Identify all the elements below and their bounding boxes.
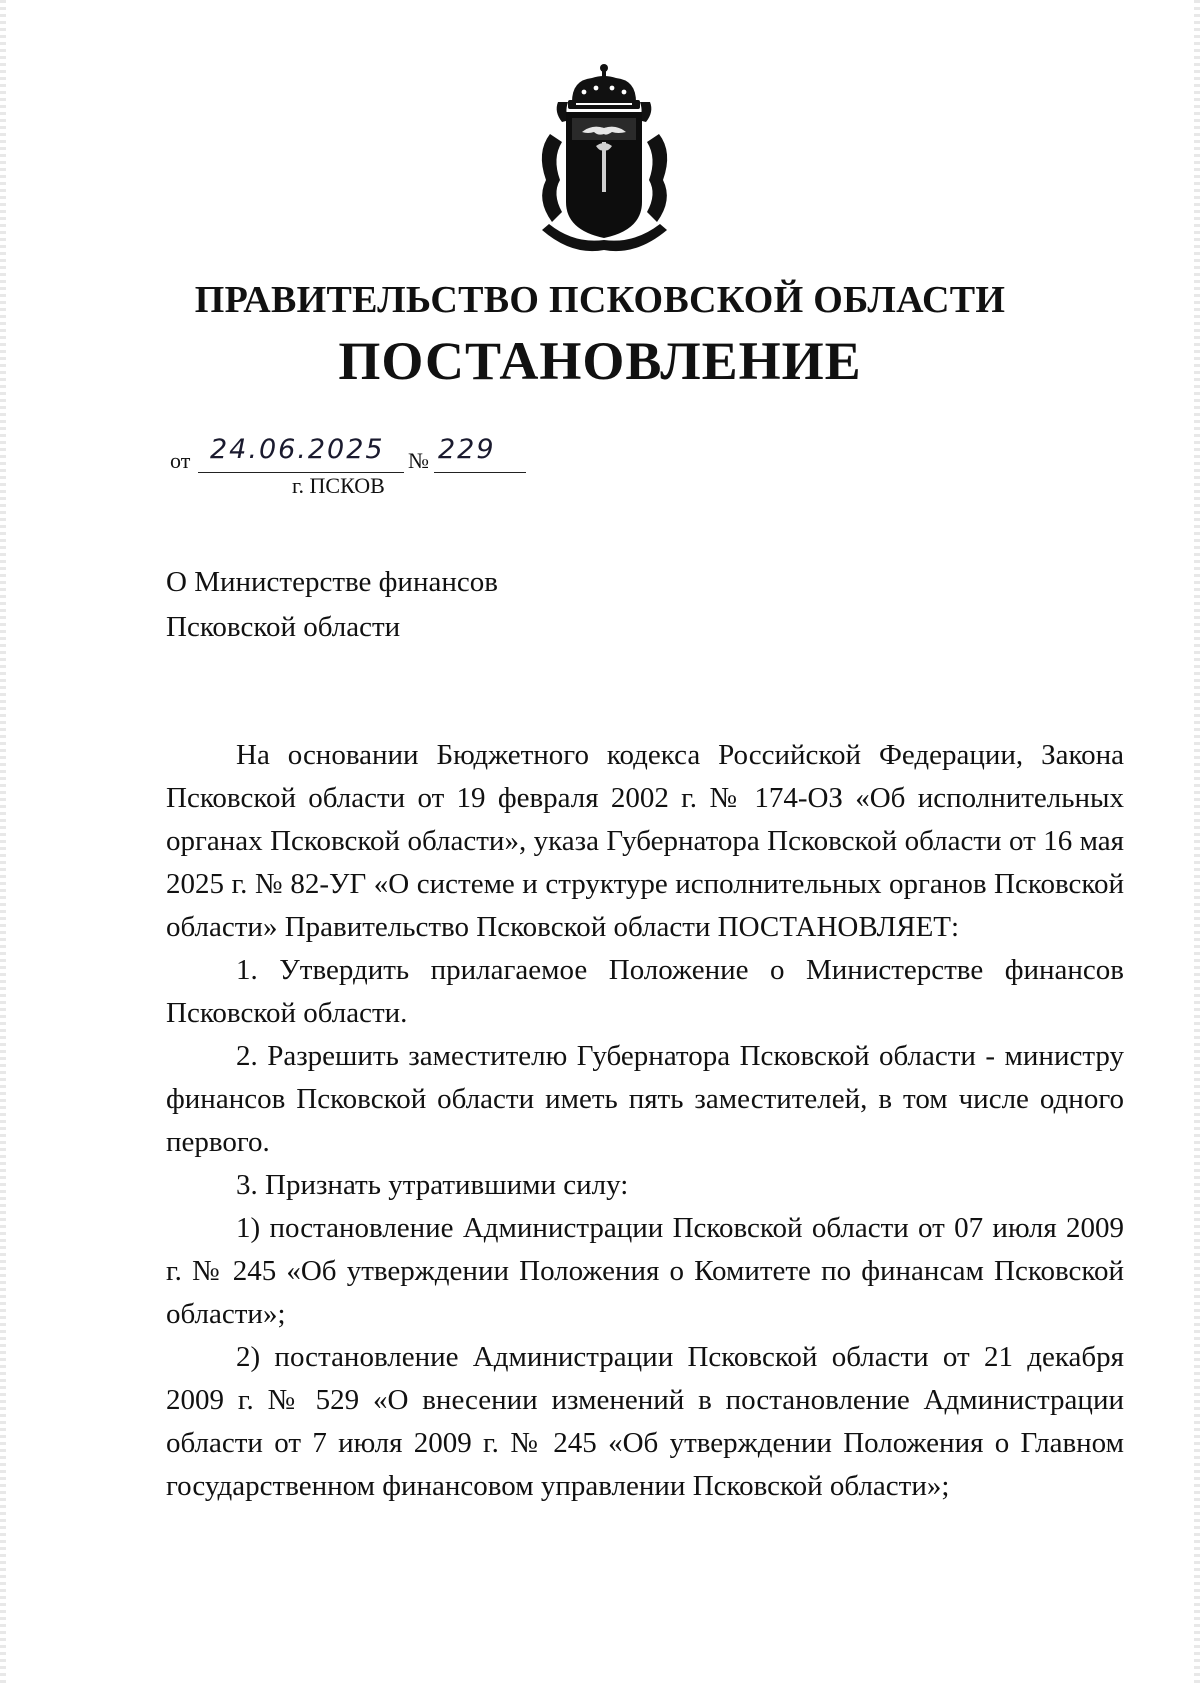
scan-edge-right — [1194, 0, 1200, 1686]
scan-edge-left — [0, 0, 6, 1686]
subject-line: Псковской области — [166, 611, 401, 643]
clause-2: 2. Разрешить заместителю Губернатора Псковской области - министру финансов Псковской области иметь пять заместителей, в том числе одного первого. — [166, 1040, 1124, 1158]
date-number-line — [170, 434, 570, 474]
organization-title: ПРАВИТЕЛЬСТВО ПСКОВСКОЙ ОБЛАСТИ — [194, 279, 1006, 321]
clause-3-item-1: 1) постановление Администрации Псковской области от 07 июля 2009 г. № 245 «Об утверждении Положения о Комитете по финансам Псковской области»; — [166, 1212, 1124, 1330]
document-type-title: ПОСТАНОВЛЕНИЕ — [338, 331, 862, 391]
document-body — [166, 734, 1124, 1508]
clause-3-item-2: 2) постановление Администрации Псковской области от 21 декабря 2009 г. № 529 «О внесении изменений в постановление Администрации области от 7 июля 2009 г. № 245 «Об утверждении Положения о Главном государственном финансовом управлении Псковской области»; — [166, 1341, 1124, 1502]
city-label: г. ПСКОВ — [292, 473, 385, 498]
clause-1: 1. Утвердить прилагаемое Положение о Министерстве финансов Псковской области. — [166, 954, 1124, 1029]
subject-line: О Министерстве финансов — [166, 566, 498, 598]
pskov-coat-of-arms-icon — [532, 62, 677, 252]
document-subject — [166, 560, 498, 650]
number-label: № — [408, 448, 429, 473]
handwritten-number: 229 — [438, 434, 496, 465]
clause-3: 3. Признать утратившими силу: — [236, 1169, 629, 1201]
preamble-paragraph: На основании Бюджетного кодекса Российской Федерации, Закона Псковской области от 19 февраля 2002 г. № 174-ОЗ «Об исполнительных органах Псковской области», указа Губернатора Псковской области от 16 мая 2025 г. № 82-УГ «О системе и структуре исполнительных органов Псковской области» Правительство Псковской области ПОСТАНОВЛЯЕТ: — [166, 739, 1124, 943]
number-underline — [434, 472, 526, 473]
from-label: от — [170, 448, 191, 473]
handwritten-date: 24.06.2025 — [210, 434, 385, 465]
